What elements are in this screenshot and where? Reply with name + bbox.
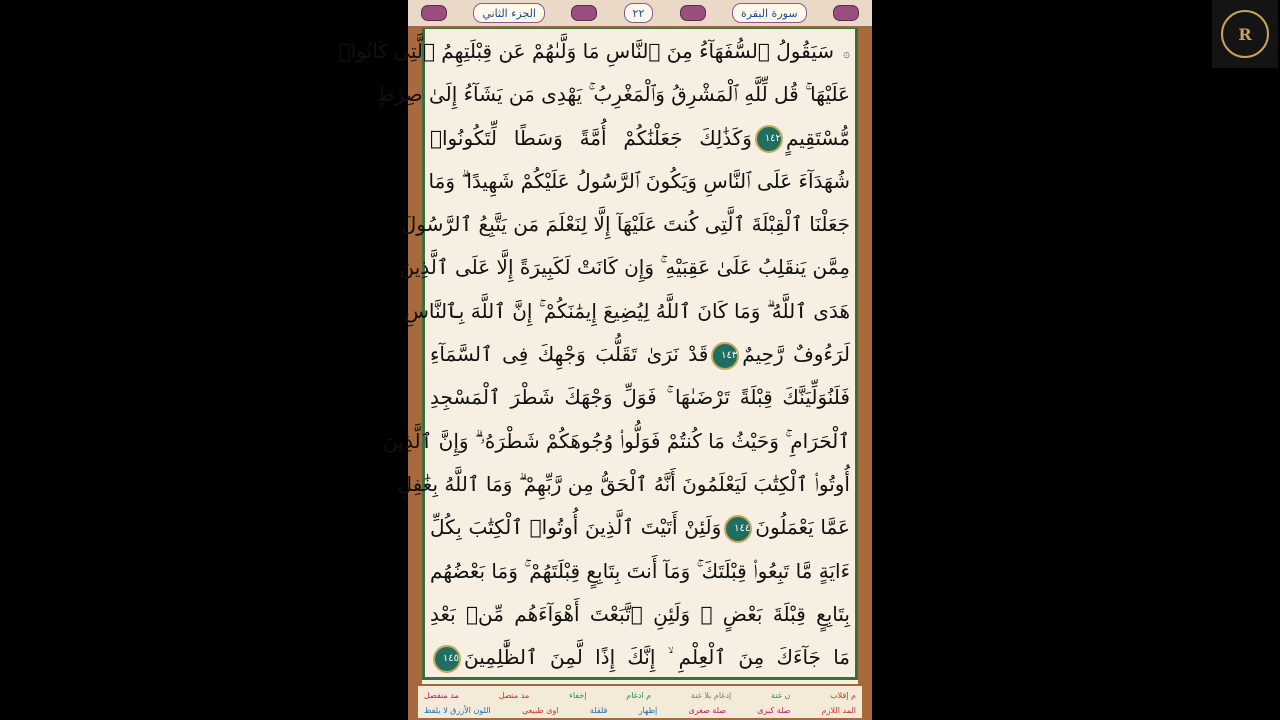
text-line xyxy=(401,203,850,246)
text-line xyxy=(430,550,850,593)
legend-item: المد اللازم xyxy=(821,706,856,715)
text-line xyxy=(430,593,850,636)
text-line-content: وَلَئِنْ أَتَيْتَ ٱلَّذِينَ أُوتُوا۟ ٱلْكِتَٰبَ بِكُلِّ xyxy=(430,515,722,540)
legend-item: مد متصل xyxy=(498,691,530,700)
juz-label: الجزء الثاني xyxy=(473,3,545,23)
text-line xyxy=(399,246,850,289)
logo-text: R xyxy=(1238,24,1252,44)
channel-logo xyxy=(1212,0,1278,68)
legend-item: م ادغام xyxy=(626,691,652,700)
legend-item: م إقلاب xyxy=(830,691,856,700)
ayah-number-icon: ١٤٥ xyxy=(433,645,461,673)
text-line-content: ٱلْحَرَامِ ۚ وَحَيْثُ مَا كُنتُمْ فَوَلُّوا۟ وُجُوهَكُمْ شَطْرَهُۥ ۗ وَإِنَّ ٱلَّذِينَ xyxy=(383,428,850,453)
text-line-content: عَمَّا يَعْمَلُونَ xyxy=(755,515,850,540)
text-line-content: عَلَيْهَا ۚ قُل لِّلَّهِ ٱلْمَشْرِقُ وَٱلْمَغْرِبُ ۚ يَهْدِى مَن يَشَآءُ إِلَىٰ صِرَٰطٍ xyxy=(376,82,850,107)
ornament-icon xyxy=(421,5,447,21)
text-line-content: مِمَّن يَنقَلِبُ عَلَىٰ عَقِبَيْهِ ۚ وَإِن كَانَتْ لَكَبِيرَةً إِلَّا عَلَى ٱلَّذِينَ xyxy=(399,255,850,280)
text-line-content: أُوتُوا۟ ٱلْكِتَٰبَ لَيَعْلَمُونَ أَنَّهُ ٱلْحَقُّ مِن رَّبِّهِمْ ۗ وَمَا ٱللَّهُ بِغَٰفِلٍ xyxy=(397,471,850,496)
text-line-content: سَيَقُولُ ٱلسُّفَهَآءُ مِنَ ٱلنَّاسِ مَا وَلَّىٰهُمْ عَن قِبْلَتِهِمُ ٱلَّتِى كَانُوا۟ xyxy=(338,39,834,63)
text-line-content: مُّسْتَقِيمٍ xyxy=(785,125,850,150)
text-line-content: فَلَنُوَلِّيَنَّكَ قِبْلَةً تَرْضَىٰهَا ۚ فَوَلِّ وَجْهَكَ شَطْرَ ٱلْمَسْجِدِ xyxy=(430,385,850,410)
page-header xyxy=(408,0,872,28)
text-line-content: بِتَابِعٍ قِبْلَةَ بَعْضٍ ۚ وَلَئِنِ ٱتَّبَعْتَ أَهْوَآءَهُم مِّنۢ بَعْدِ xyxy=(430,601,850,626)
legend-item: إخفاء xyxy=(569,691,587,700)
text-line-content: لَرَءُوفٌ رَّحِيمٌ xyxy=(742,342,850,367)
legend-row xyxy=(422,703,858,718)
legend-item: صلة صغرى xyxy=(688,706,727,715)
page-number: ٢٢ xyxy=(624,3,654,23)
logo-icon xyxy=(1221,10,1269,58)
text-line xyxy=(430,506,850,549)
legend-item: اوى طبيعي xyxy=(522,706,559,715)
text-line xyxy=(383,420,850,463)
text-line xyxy=(430,117,850,160)
text-line xyxy=(397,463,850,506)
legend-item: إظهار xyxy=(638,706,658,715)
quran-text xyxy=(338,30,850,680)
rub-el-hizb-icon: ۞ xyxy=(842,45,850,60)
legend-item: مد منفصل xyxy=(424,691,459,700)
legend-item: إدغام بلا غنة xyxy=(690,691,732,700)
ornament-icon xyxy=(571,5,597,21)
ayah-number-icon: ١٤٢ xyxy=(755,125,783,153)
text-line xyxy=(430,160,850,203)
surah-label: سورة البقرة xyxy=(732,3,807,23)
text-line-content: وَكَذَٰلِكَ جَعَلْنَٰكُمْ أُمَّةً وَسَطًا لِّتَكُونُوا۟ xyxy=(430,125,752,150)
legend-item: اللون الأزرق لا يلفظ xyxy=(424,706,491,715)
legend-item: ں غنة xyxy=(771,691,791,700)
ornament-icon xyxy=(833,5,859,21)
text-line xyxy=(430,636,850,679)
text-line xyxy=(338,30,850,73)
text-line-content: ءَايَةٍ مَّا تَبِعُوا۟ قِبْلَتَكَ ۚ وَمَآ أَنتَ بِتَابِعٍ قِبْلَتَهُمْ ۚ وَمَا بَعْضُهُم xyxy=(429,558,850,583)
text-line xyxy=(430,376,850,419)
text-line-content: هَدَى ٱللَّهُ ۗ وَمَا كَانَ ٱللَّهُ لِيُضِيعَ إِيمَٰنَكُمْ ۚ إِنَّ ٱللَّهَ بِٱلنَّاسِ xyxy=(404,298,850,323)
text-line-content: شُهَدَآءَ عَلَى ٱلنَّاسِ وَيَكُونَ ٱلرَّسُولُ عَلَيْكُمْ شَهِيدًا ۗ وَمَا xyxy=(428,168,850,193)
text-line-content: جَعَلْنَا ٱلْقِبْلَةَ ٱلَّتِى كُنتَ عَلَيْهَآ إِلَّا لِنَعْلَمَ مَن يَتَّبِعُ ٱلرَّسُولَ xyxy=(401,212,850,237)
legend-row xyxy=(422,688,858,703)
ornament-icon xyxy=(680,5,706,21)
text-line xyxy=(430,333,850,376)
legend-item: قلقلة xyxy=(589,706,608,715)
ayah-number-icon: ١٤٣ xyxy=(711,342,739,370)
text-line-content: مَا جَآءَكَ مِنَ ٱلْعِلْمِ ۙ إِنَّكَ إِذًا لَّمِنَ ٱلظَّٰلِمِينَ xyxy=(464,645,850,670)
text-line xyxy=(404,290,850,333)
text-line-content: قَدْ نَرَىٰ تَقَلُّبَ وَجْهِكَ فِى ٱلسَّمَآءِ xyxy=(430,342,709,367)
ayah-number-icon: ١٤٤ xyxy=(724,515,752,543)
text-line xyxy=(376,73,850,116)
legend-item: صلة كبرى xyxy=(757,706,791,715)
tajweed-legend xyxy=(418,684,862,718)
